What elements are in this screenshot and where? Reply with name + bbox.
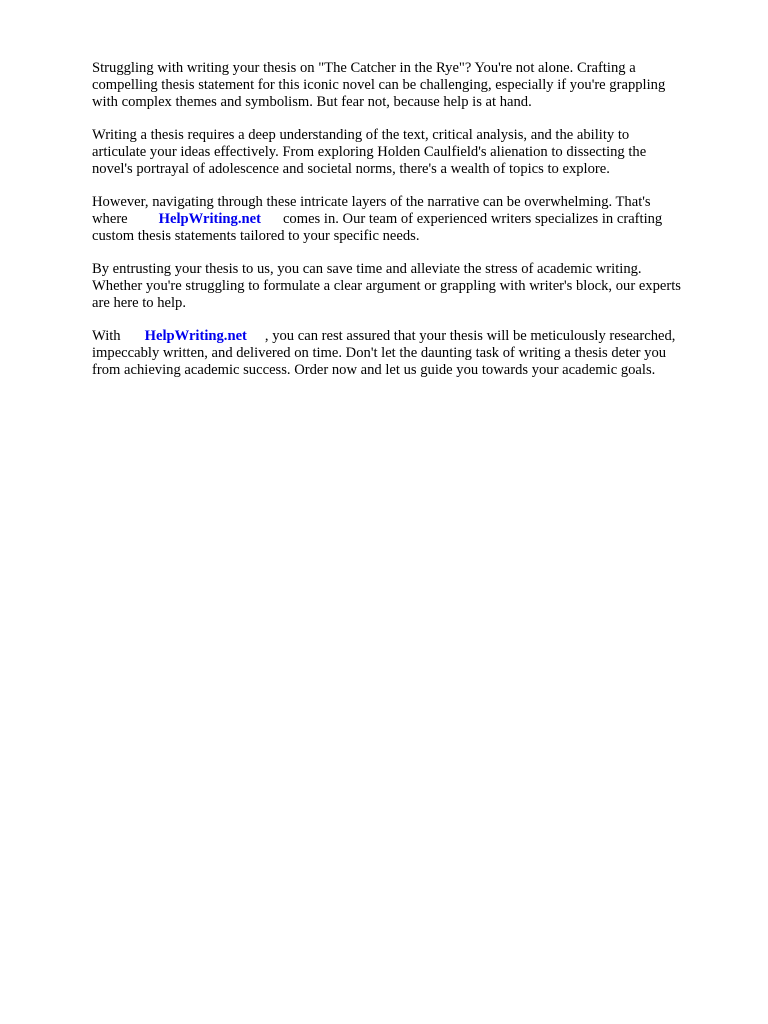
paragraph-requirements bbox=[92, 127, 732, 178]
text-fragment: With bbox=[92, 328, 121, 344]
text-fragment: comes in. Our team of experienced writers specializes in crafting bbox=[282, 211, 663, 227]
text-fragment: , you can rest assured that your thesis will be meticulously researched, bbox=[264, 328, 676, 344]
text-line: However, navigating through these intricate layers of the narrative can be overwhelming. That's bbox=[92, 194, 651, 210]
helpwriting-link[interactable]: HelpWriting.net bbox=[158, 211, 261, 227]
text-line: custom thesis statements tailored to your specific needs. bbox=[92, 228, 420, 244]
paragraph-benefits bbox=[92, 261, 732, 312]
text-line: are here to help. bbox=[92, 295, 186, 311]
text-line: novel's portrayal of adolescence and societal norms, there's a wealth of topics to explore. bbox=[92, 161, 610, 177]
paragraph-intro bbox=[92, 60, 732, 111]
text-line: Whether you're struggling to formulate a clear argument or grappling with writer's block, our experts bbox=[92, 278, 681, 294]
text-line: compelling thesis statement for this iconic novel can be challenging, especially if you're grappling bbox=[92, 77, 666, 93]
paragraph-helpwriting-intro bbox=[92, 194, 732, 245]
paragraph-closing bbox=[92, 328, 732, 379]
document-page bbox=[92, 60, 732, 395]
helpwriting-link[interactable]: HelpWriting.net bbox=[144, 328, 247, 344]
text-line: Struggling with writing your thesis on "The Catcher in the Rye"? You're not alone. Crafting a bbox=[92, 60, 636, 76]
text-line: from achieving academic success. Order now and let us guide you towards your academic goals. bbox=[92, 362, 656, 378]
text-line: impeccably written, and delivered on time. Don't let the daunting task of writing a thesis deter you bbox=[92, 345, 667, 361]
text-fragment: where bbox=[92, 211, 128, 227]
text-line: articulate your ideas effectively. From exploring Holden Caulfield's alienation to dissecting the bbox=[92, 144, 647, 160]
text-line: with complex themes and symbolism. But fear not, because help is at hand. bbox=[92, 94, 532, 110]
text-line: Writing a thesis requires a deep understanding of the text, critical analysis, and the ability to bbox=[92, 127, 630, 143]
text-line-with-link bbox=[92, 211, 732, 228]
text-line: By entrusting your thesis to us, you can save time and alleviate the stress of academic writing. bbox=[92, 261, 642, 277]
text-line-with-link bbox=[92, 328, 732, 345]
